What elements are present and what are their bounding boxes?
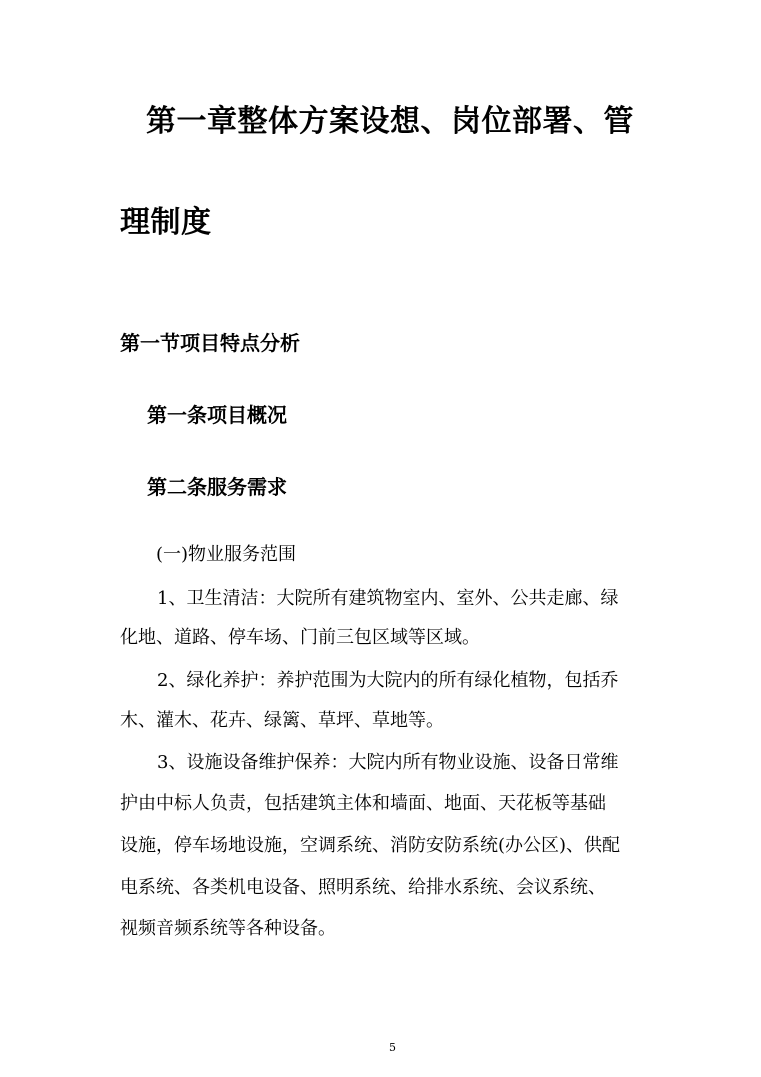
- subheading-service-scope: (一)物业服务范围: [156, 544, 297, 565]
- item1-line2: 化地、道路、停车场、门前三包区域等区域。: [120, 627, 480, 648]
- item3-line5: 视频音频系统等各种设备。: [120, 918, 336, 939]
- article-heading-service-needs: 第二条服务需求: [147, 475, 287, 499]
- chapter-title-line-2: 理制度: [120, 205, 212, 240]
- item2-line2: 木、灌木、花卉、绿篱、草坪、草地等。: [120, 710, 444, 731]
- section-title: 第一节项目特点分析: [120, 331, 300, 355]
- item1-line1: 1、卫生清洁：大院所有建筑物室内、室外、公共走廊、绿: [157, 588, 619, 609]
- page-number: 5: [389, 1041, 396, 1054]
- item3-line1: 3、设施设备维护保养：大院内所有物业设施、设备日常维: [157, 752, 619, 773]
- item3-line2: 护由中标人负责，包括建筑主体和墙面、地面、天花板等基础: [120, 793, 606, 814]
- item3-line4: 电系统、各类机电设备、照明系统、给排水系统、会议系统、: [120, 877, 606, 898]
- item3-line3: 设施，停车场地设施，空调系统、消防安防系统(办公区)、供配: [120, 835, 621, 856]
- chapter-title-line-1: 第一章整体方案设想、岗位部署、管: [146, 104, 634, 139]
- article-heading-overview: 第一条项目概况: [147, 403, 287, 427]
- item2-line1: 2、绿化养护：养护范围为大院内的所有绿化植物，包括乔: [157, 670, 619, 691]
